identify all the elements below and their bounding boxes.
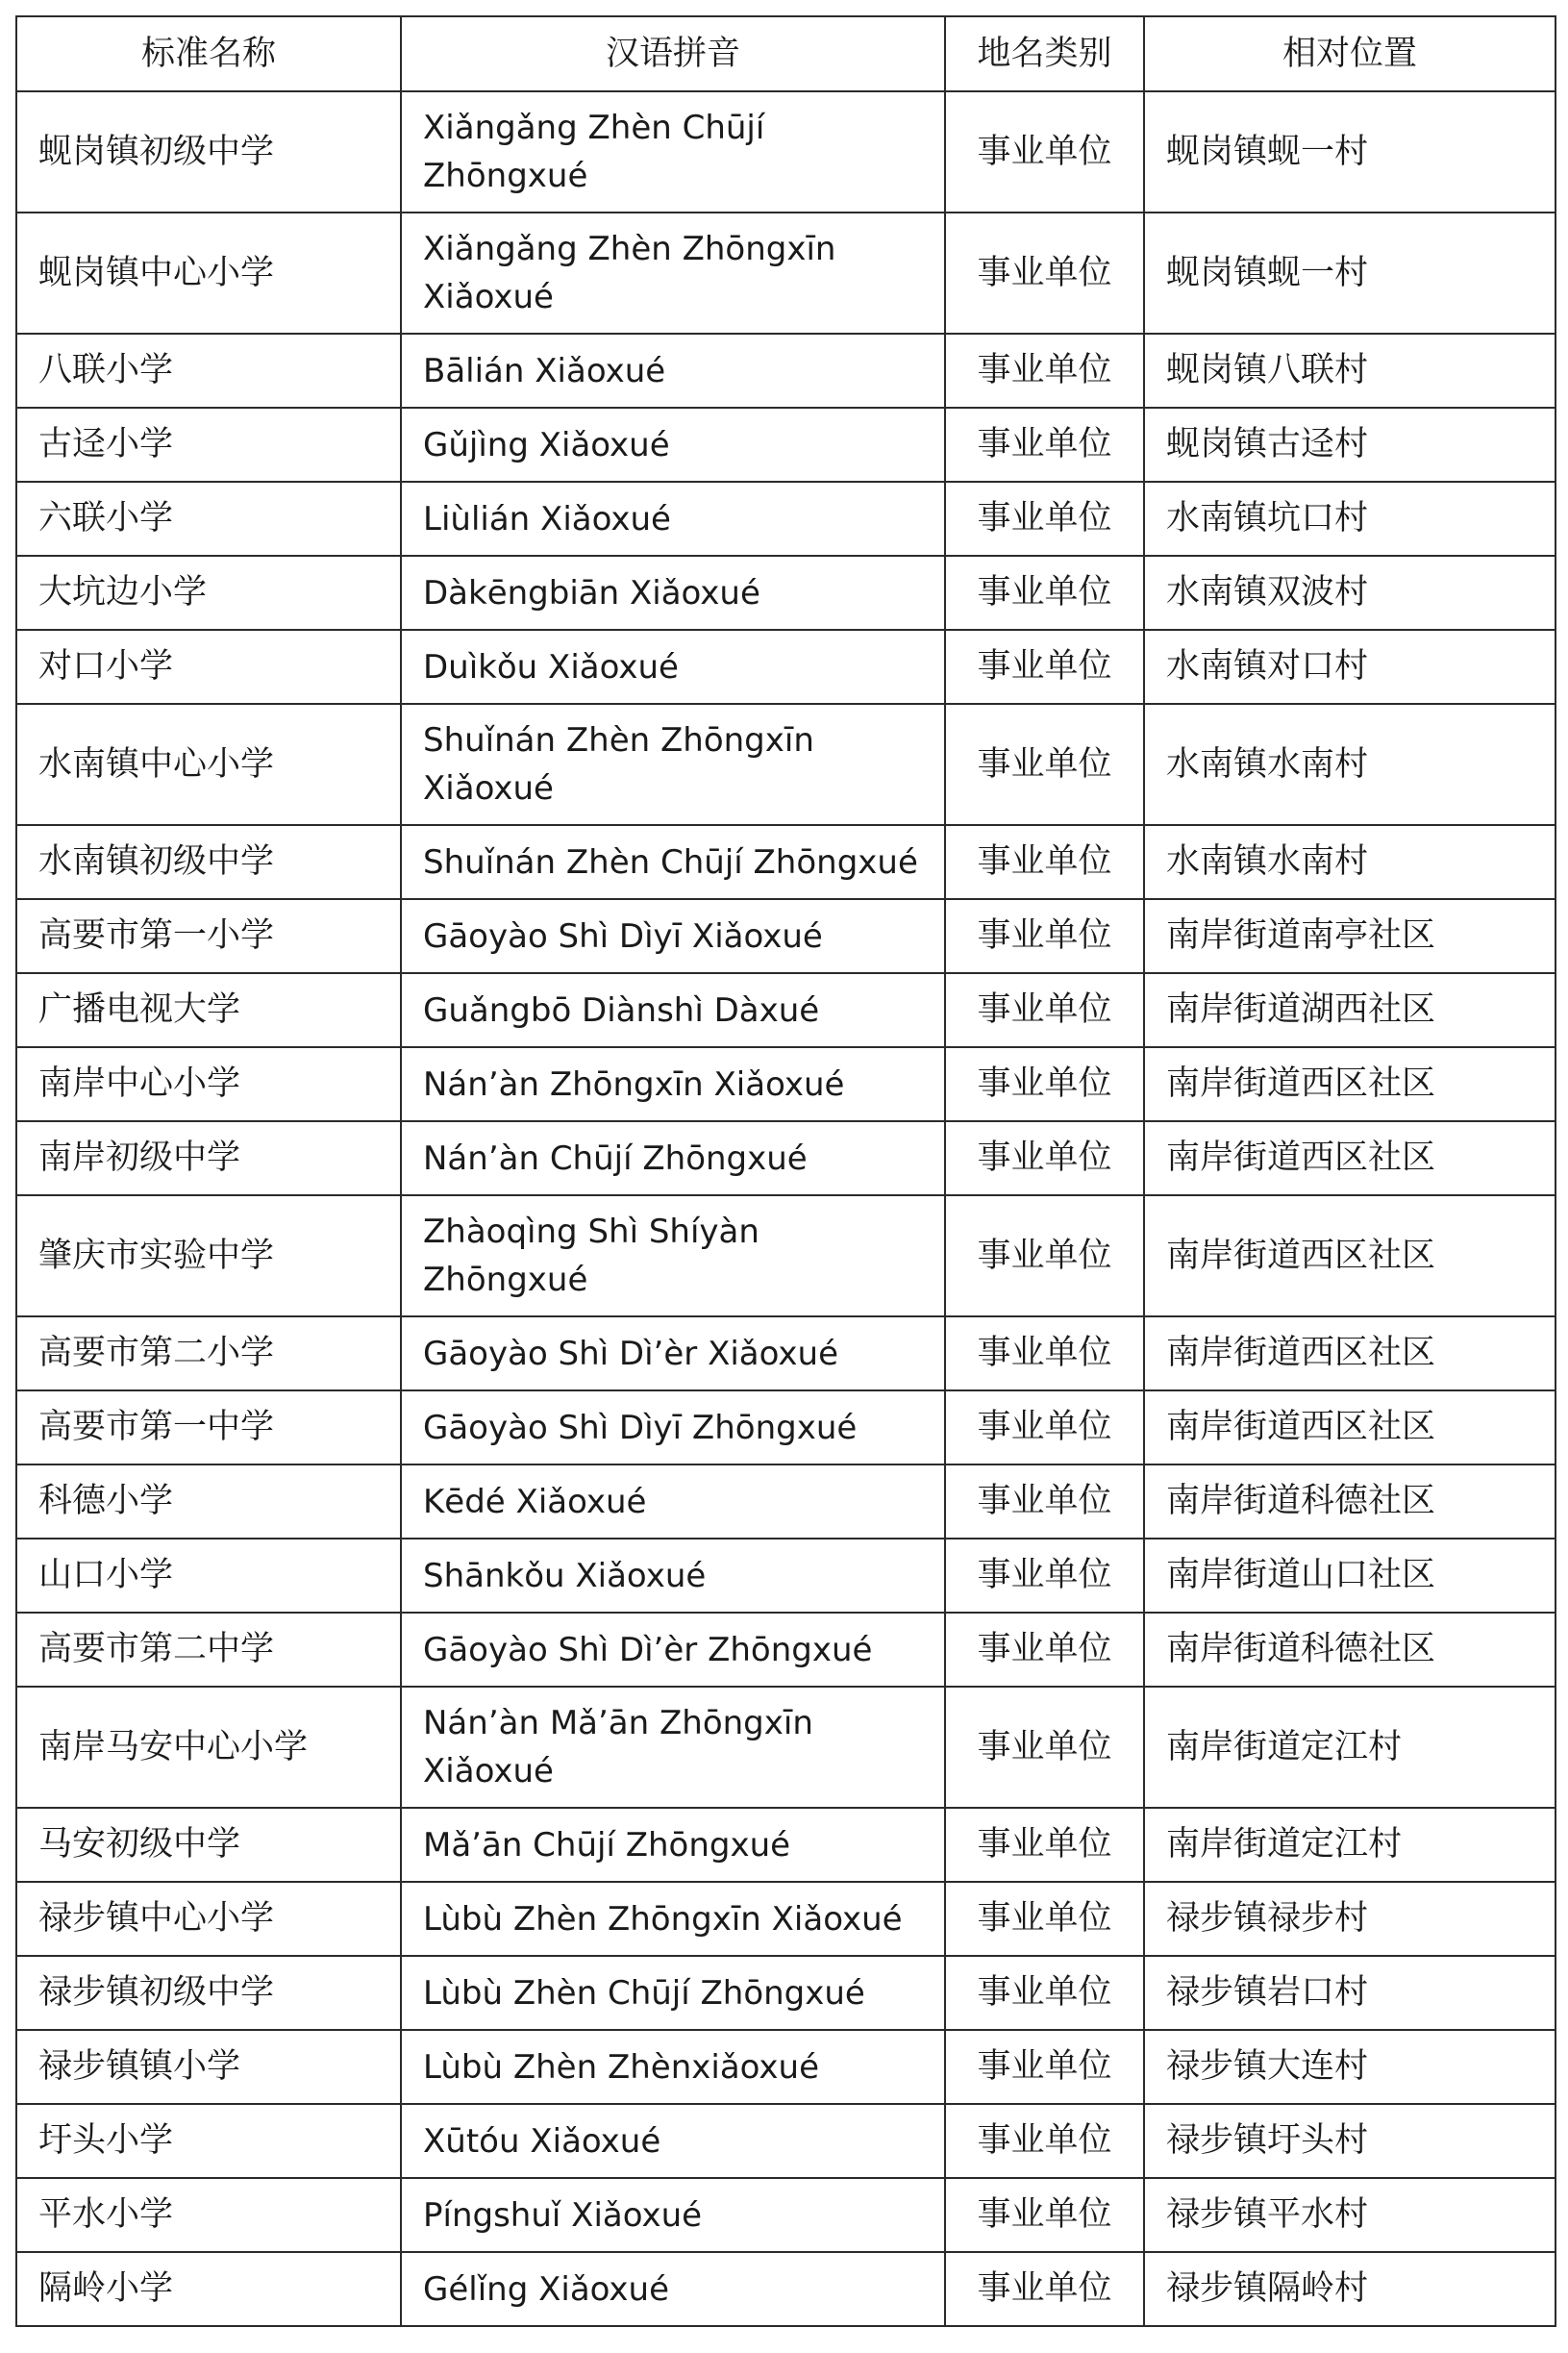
cell-relative-location: 蚬岗镇古迳村 bbox=[1144, 408, 1556, 482]
cell-category: 事业单位 bbox=[945, 482, 1144, 556]
cell-pinyin: Gāoyào Shì Dìyī Xiǎoxué bbox=[401, 899, 945, 973]
cell-category: 事业单位 bbox=[945, 973, 1144, 1047]
table-row bbox=[16, 2252, 1556, 2326]
cell-category: 事业单位 bbox=[945, 1195, 1144, 1316]
cell-standard-name: 马安初级中学 bbox=[16, 1808, 401, 1882]
cell-standard-name: 隔岭小学 bbox=[16, 2252, 401, 2326]
cell-relative-location: 蚬岗镇八联村 bbox=[1144, 334, 1556, 408]
cell-relative-location: 南岸街道定江村 bbox=[1144, 1687, 1556, 1808]
cell-category: 事业单位 bbox=[945, 630, 1144, 704]
cell-pinyin: Shuǐnán Zhèn Zhōngxīn Xiǎoxué bbox=[401, 704, 945, 825]
cell-category: 事业单位 bbox=[945, 1390, 1144, 1464]
cell-category: 事业单位 bbox=[945, 1539, 1144, 1613]
cell-pinyin: Nán’àn Zhōngxīn Xiǎoxué bbox=[401, 1047, 945, 1121]
cell-pinyin: Nán’àn Chūjí Zhōngxué bbox=[401, 1121, 945, 1195]
cell-pinyin: Xiǎngǎng Zhèn Zhōngxīn Xiǎoxué bbox=[401, 213, 945, 334]
cell-pinyin: Lùbù Zhèn Zhènxiǎoxué bbox=[401, 2030, 945, 2104]
cell-pinyin: Gāoyào Shì Dìyī Zhōngxué bbox=[401, 1390, 945, 1464]
table-row bbox=[16, 1687, 1556, 1808]
table-row bbox=[16, 408, 1556, 482]
cell-pinyin: Kēdé Xiǎoxué bbox=[401, 1464, 945, 1539]
cell-category: 事业单位 bbox=[945, 704, 1144, 825]
cell-relative-location: 禄步镇大连村 bbox=[1144, 2030, 1556, 2104]
cell-category: 事业单位 bbox=[945, 899, 1144, 973]
cell-relative-location: 蚬岗镇蚬一村 bbox=[1144, 91, 1556, 213]
cell-relative-location: 南岸街道西区社区 bbox=[1144, 1195, 1556, 1316]
table-row bbox=[16, 2104, 1556, 2178]
table-row bbox=[16, 630, 1556, 704]
cell-relative-location: 禄步镇圩头村 bbox=[1144, 2104, 1556, 2178]
cell-standard-name: 肇庆市实验中学 bbox=[16, 1195, 401, 1316]
table-row bbox=[16, 825, 1556, 899]
cell-standard-name: 圩头小学 bbox=[16, 2104, 401, 2178]
cell-standard-name: 平水小学 bbox=[16, 2178, 401, 2252]
header-category: 地名类别 bbox=[945, 16, 1144, 91]
cell-relative-location: 南岸街道西区社区 bbox=[1144, 1390, 1556, 1464]
cell-standard-name: 对口小学 bbox=[16, 630, 401, 704]
cell-category: 事业单位 bbox=[945, 1882, 1144, 1956]
cell-pinyin: Píngshuǐ Xiǎoxué bbox=[401, 2178, 945, 2252]
cell-pinyin: Xiǎngǎng Zhèn Chūjí Zhōngxué bbox=[401, 91, 945, 213]
cell-standard-name: 南岸中心小学 bbox=[16, 1047, 401, 1121]
cell-category: 事业单位 bbox=[945, 91, 1144, 213]
header-standard-name: 标准名称 bbox=[16, 16, 401, 91]
table-row bbox=[16, 2178, 1556, 2252]
cell-standard-name: 南岸马安中心小学 bbox=[16, 1687, 401, 1808]
cell-category: 事业单位 bbox=[945, 1121, 1144, 1195]
cell-relative-location: 禄步镇平水村 bbox=[1144, 2178, 1556, 2252]
table-row bbox=[16, 1882, 1556, 1956]
cell-standard-name: 八联小学 bbox=[16, 334, 401, 408]
cell-standard-name: 高要市第二中学 bbox=[16, 1613, 401, 1687]
cell-category: 事业单位 bbox=[945, 2104, 1144, 2178]
cell-pinyin: Gélǐng Xiǎoxué bbox=[401, 2252, 945, 2326]
cell-category: 事业单位 bbox=[945, 1047, 1144, 1121]
cell-relative-location: 南岸街道西区社区 bbox=[1144, 1121, 1556, 1195]
cell-pinyin: Lùbù Zhèn Zhōngxīn Xiǎoxué bbox=[401, 1882, 945, 1956]
table-row bbox=[16, 1539, 1556, 1613]
header-relative-location: 相对位置 bbox=[1144, 16, 1556, 91]
cell-standard-name: 禄步镇镇小学 bbox=[16, 2030, 401, 2104]
table-row bbox=[16, 213, 1556, 334]
table-row bbox=[16, 556, 1556, 630]
cell-relative-location: 南岸街道西区社区 bbox=[1144, 1316, 1556, 1390]
table-row bbox=[16, 1195, 1556, 1316]
cell-standard-name: 大坑边小学 bbox=[16, 556, 401, 630]
cell-relative-location: 蚬岗镇蚬一村 bbox=[1144, 213, 1556, 334]
header-row bbox=[16, 16, 1556, 91]
cell-category: 事业单位 bbox=[945, 1464, 1144, 1539]
table-row bbox=[16, 91, 1556, 213]
place-name-table bbox=[15, 15, 1556, 2327]
cell-standard-name: 古迳小学 bbox=[16, 408, 401, 482]
cell-pinyin: Liùlián Xiǎoxué bbox=[401, 482, 945, 556]
cell-standard-name: 禄步镇中心小学 bbox=[16, 1882, 401, 1956]
cell-relative-location: 水南镇双波村 bbox=[1144, 556, 1556, 630]
table-row bbox=[16, 334, 1556, 408]
cell-standard-name: 禄步镇初级中学 bbox=[16, 1956, 401, 2030]
cell-standard-name: 南岸初级中学 bbox=[16, 1121, 401, 1195]
cell-category: 事业单位 bbox=[945, 2178, 1144, 2252]
table-row bbox=[16, 1956, 1556, 2030]
cell-relative-location: 禄步镇禄步村 bbox=[1144, 1882, 1556, 1956]
cell-category: 事业单位 bbox=[945, 1613, 1144, 1687]
cell-category: 事业单位 bbox=[945, 408, 1144, 482]
cell-pinyin: Shānkǒu Xiǎoxué bbox=[401, 1539, 945, 1613]
cell-standard-name: 水南镇中心小学 bbox=[16, 704, 401, 825]
cell-standard-name: 高要市第一中学 bbox=[16, 1390, 401, 1464]
cell-standard-name: 蚬岗镇初级中学 bbox=[16, 91, 401, 213]
table-row bbox=[16, 1390, 1556, 1464]
cell-relative-location: 南岸街道山口社区 bbox=[1144, 1539, 1556, 1613]
cell-pinyin: Gǔjìng Xiǎoxué bbox=[401, 408, 945, 482]
cell-category: 事业单位 bbox=[945, 2030, 1144, 2104]
cell-standard-name: 高要市第一小学 bbox=[16, 899, 401, 973]
table-row bbox=[16, 2030, 1556, 2104]
cell-category: 事业单位 bbox=[945, 1808, 1144, 1882]
cell-relative-location: 南岸街道西区社区 bbox=[1144, 1047, 1556, 1121]
table-row bbox=[16, 899, 1556, 973]
cell-relative-location: 水南镇坑口村 bbox=[1144, 482, 1556, 556]
table-row bbox=[16, 482, 1556, 556]
cell-standard-name: 广播电视大学 bbox=[16, 973, 401, 1047]
cell-pinyin: Dàkēngbiān Xiǎoxué bbox=[401, 556, 945, 630]
cell-relative-location: 水南镇水南村 bbox=[1144, 825, 1556, 899]
table-row bbox=[16, 1464, 1556, 1539]
cell-relative-location: 南岸街道南亭社区 bbox=[1144, 899, 1556, 973]
header-pinyin: 汉语拼音 bbox=[401, 16, 945, 91]
cell-relative-location: 南岸街道定江村 bbox=[1144, 1808, 1556, 1882]
cell-category: 事业单位 bbox=[945, 1956, 1144, 2030]
table-row bbox=[16, 1316, 1556, 1390]
cell-pinyin: Duìkǒu Xiǎoxué bbox=[401, 630, 945, 704]
cell-relative-location: 禄步镇岩口村 bbox=[1144, 1956, 1556, 2030]
cell-category: 事业单位 bbox=[945, 1687, 1144, 1808]
cell-pinyin: Mǎ’ān Chūjí Zhōngxué bbox=[401, 1808, 945, 1882]
cell-pinyin: Shuǐnán Zhèn Chūjí Zhōngxué bbox=[401, 825, 945, 899]
cell-relative-location: 水南镇水南村 bbox=[1144, 704, 1556, 825]
cell-relative-location: 水南镇对口村 bbox=[1144, 630, 1556, 704]
cell-standard-name: 六联小学 bbox=[16, 482, 401, 556]
cell-category: 事业单位 bbox=[945, 2252, 1144, 2326]
table-body bbox=[16, 91, 1556, 2326]
cell-standard-name: 蚬岗镇中心小学 bbox=[16, 213, 401, 334]
cell-pinyin: Gāoyào Shì Dì’èr Xiǎoxué bbox=[401, 1316, 945, 1390]
cell-pinyin: Guǎngbō Diànshì Dàxué bbox=[401, 973, 945, 1047]
cell-standard-name: 山口小学 bbox=[16, 1539, 401, 1613]
table-row bbox=[16, 973, 1556, 1047]
cell-relative-location: 禄步镇隔岭村 bbox=[1144, 2252, 1556, 2326]
table-row bbox=[16, 1047, 1556, 1121]
table-header bbox=[16, 16, 1556, 91]
cell-pinyin: Bālián Xiǎoxué bbox=[401, 334, 945, 408]
cell-category: 事业单位 bbox=[945, 825, 1144, 899]
cell-category: 事业单位 bbox=[945, 1316, 1144, 1390]
cell-pinyin: Nán’àn Mǎ’ān Zhōngxīn Xiǎoxué bbox=[401, 1687, 945, 1808]
cell-standard-name: 科德小学 bbox=[16, 1464, 401, 1539]
table-row bbox=[16, 1121, 1556, 1195]
cell-category: 事业单位 bbox=[945, 556, 1144, 630]
cell-standard-name: 水南镇初级中学 bbox=[16, 825, 401, 899]
cell-pinyin: Gāoyào Shì Dì’èr Zhōngxué bbox=[401, 1613, 945, 1687]
cell-pinyin: Lùbù Zhèn Chūjí Zhōngxué bbox=[401, 1956, 945, 2030]
cell-standard-name: 高要市第二小学 bbox=[16, 1316, 401, 1390]
table-row bbox=[16, 1808, 1556, 1882]
cell-relative-location: 南岸街道科德社区 bbox=[1144, 1613, 1556, 1687]
cell-category: 事业单位 bbox=[945, 334, 1144, 408]
cell-pinyin: Zhàoqìng Shì Shíyàn Zhōngxué bbox=[401, 1195, 945, 1316]
cell-category: 事业单位 bbox=[945, 213, 1144, 334]
cell-pinyin: Xūtóu Xiǎoxué bbox=[401, 2104, 945, 2178]
cell-relative-location: 南岸街道科德社区 bbox=[1144, 1464, 1556, 1539]
cell-relative-location: 南岸街道湖西社区 bbox=[1144, 973, 1556, 1047]
table-row bbox=[16, 704, 1556, 825]
table-row bbox=[16, 1613, 1556, 1687]
